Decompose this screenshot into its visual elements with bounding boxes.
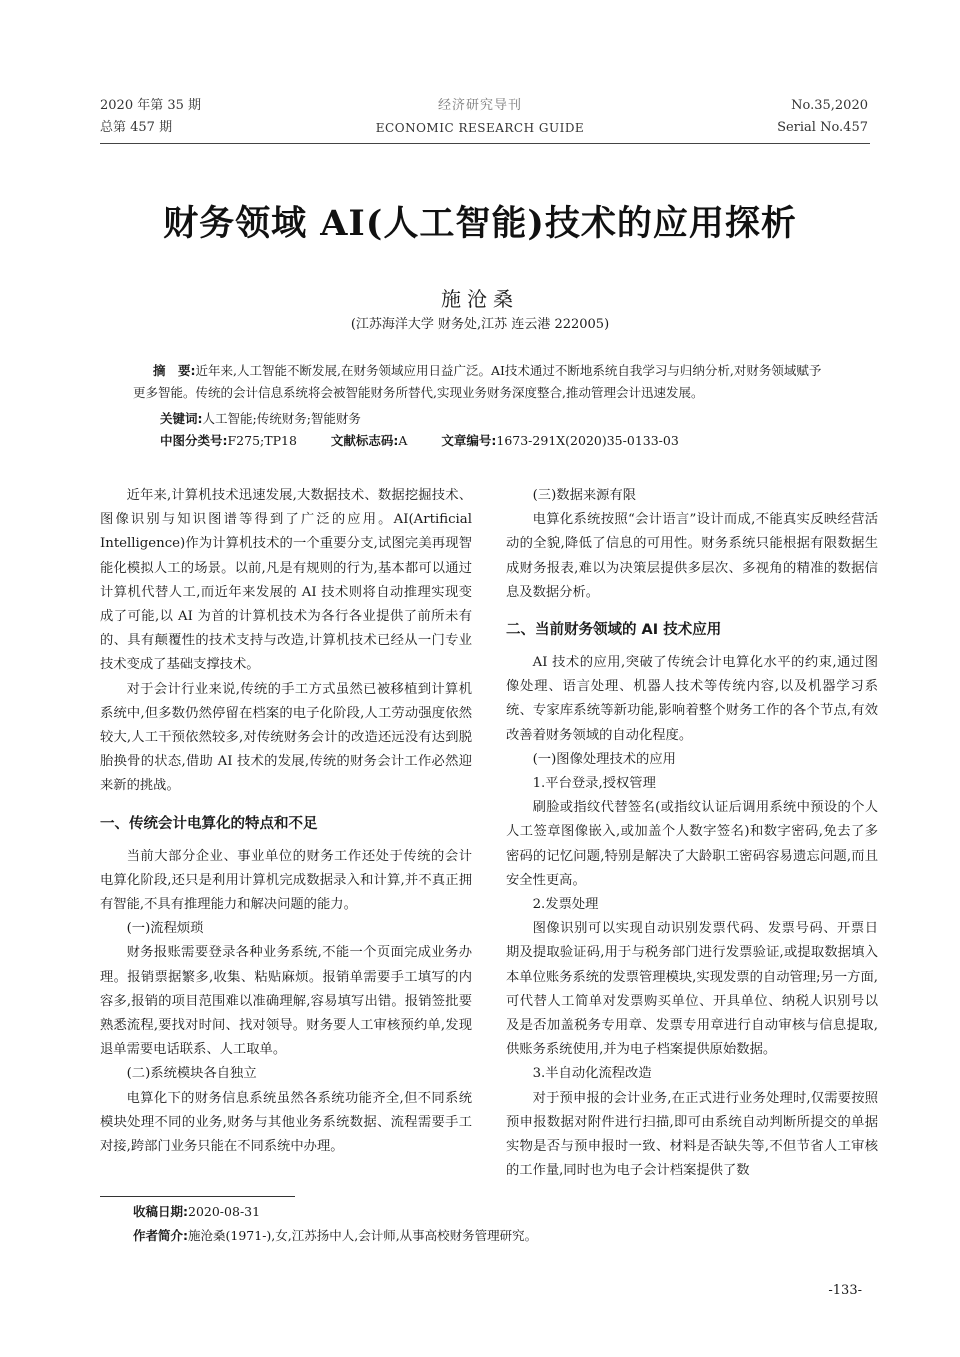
section-heading-2: 二、当前财务领域的 AI 技术应用 <box>506 622 722 639</box>
classification-line <box>160 430 860 452</box>
author-affiliation: (江苏海洋大学 财务处,江苏 连云港 222005) <box>350 317 610 332</box>
paragraph: 电算化下的财务信息系统虽然各系统功能齐全,但不同系统模块处理不同的业务,财务与其他业务系统数据、流程需要手工对接,跨部门业务只能在不同系统中办理。 <box>100 1090 472 1155</box>
paragraph: 近年来,计算机技术迅速发展,大数据技术、数据挖掘技术、图像识别与知识图谱等得到了广泛的应用。AI(Artificial Intelligence)作为计算机技术的一个重要分支,试图完美再现智能化模拟人工的场景。以前,凡是有规则的行为,基本都可以通过计算机代替人工,而近年来发展的 AI 技术则将自动推理实现变成了可能,以 AI 为首的计算机技术为各行各业提供了前所未有的、具有颠覆性的技术支持与改造,计算机技术已经从一门专业技术变成了基础支撑技术。 <box>100 488 472 673</box>
author-name: 施沧桑 <box>441 287 519 311</box>
serial-number-en: Serial No.457 <box>777 120 868 135</box>
abstract-text: 近年来,人工智能不断发展,在财务领域应用日益广泛。AI技术通过不断地系统自我学习与归纳分析,对财务领域赋予更多智能。传统的会计信息系统将会被智能财务所替代,实现业务财务深度整合,推动管理会计迅速发展。 <box>133 363 822 400</box>
paragraph: 财务报账需要登录各种业务系统,不能一个页面完成业务办理。报销票据繁多,收集、粘贴麻烦。报销单需要手工填写的内容多,报销的项目范围难以准确理解,容易填写出错。报销签批要熟悉流程,要找对时间、找对领导。财务要人工审核预约单,发现退单需要电话联系、人工取单。 <box>100 945 472 1058</box>
bio-label: 作者简介: <box>133 1228 188 1243</box>
keywords-text: 人工智能;传统财务;智能财务 <box>202 411 361 426</box>
article-number-label: 文章编号: <box>441 433 497 448</box>
doc-code-value: A <box>398 433 408 448</box>
received-label: 收稿日期: <box>133 1204 188 1219</box>
subsection-heading: (三)数据来源有限 <box>532 488 637 503</box>
author-bio <box>133 1226 537 1246</box>
received-value: 2020-08-31 <box>188 1204 261 1219</box>
issue-number: 2020 年第 35 期 <box>100 98 202 113</box>
keywords-label: 关键词: <box>160 411 203 426</box>
journal-name-en: ECONOMIC RESEARCH GUIDE <box>375 121 585 135</box>
paragraph: 图像识别可以实现自动识别发票代码、发票号码、开票日期及提取验证码,用于与税务部门进行发票验证,或提取数据填入本单位账务系统的发票管理模块,实现发票的自动管理;另一方面,可代替人工简单对发票购买单位、开具单位、纳税人识别号以及是否加盖税务专用章、发票专用章进行自动审核与信息提取,供账务系统使用,并为电子档案提供原始数据。 <box>506 921 878 1058</box>
subsection-heading: (一)流程烦琐 <box>126 921 204 937</box>
paragraph: 刷脸或指纹代替签名(或指纹认证后调用系统中预设的个人人工签章图像嵌入,或加盖个人数字签名)和数字密码,免去了多密码的记忆问题,特别是解决了大龄职工密码容易遗忘问题,而且安全性更高。 <box>506 800 878 888</box>
subsection-heading: (一)图像处理技术的应用 <box>532 751 676 767</box>
journal-name-cn: 经济研究导刊 <box>437 98 522 113</box>
clc-value: F275;TP18 <box>227 433 297 448</box>
right-column <box>506 484 878 1183</box>
clc-label: 中图分类号: <box>160 433 228 448</box>
subsubsection-heading: 2.发票处理 <box>532 897 599 913</box>
issue-number-en: No.35,2020 <box>791 98 868 113</box>
doc-code-label: 文献标志码: <box>330 433 399 448</box>
article-title: 财务领域 AI(人工智能)技术的应用探析 <box>163 203 797 244</box>
page-number: -133- <box>828 1283 862 1298</box>
subsection-heading: (二)系统模块各自独立 <box>126 1066 257 1082</box>
paragraph: 电算化系统按照“会计语言”设计而成,不能真实反映经营活动的全貌,降低了信息的可用性。财务系统只能根据有限数据生成财务报表,难以为决策层提供多层次、多视角的精准的数据信息及数据分析。 <box>506 512 878 600</box>
footnote-rule <box>100 1196 295 1197</box>
paragraph: 对于预申报的会计业务,在正式进行业务处理时,仅需要按照预申报数据对附件进行扫描,即可由系统自动判断所提交的单据实物是否与预申报时一致、材料是否缺失等,不但节省人工审核的工作量,同时也为电子会计档案提供了数 <box>506 1090 878 1179</box>
header-rule <box>100 143 870 144</box>
bio-text: 施沧桑(1971-),女,江苏扬中人,会计师,从事高校财务管理研究。 <box>188 1228 538 1243</box>
subsubsection-heading: 1.平台登录,授权管理 <box>532 776 656 792</box>
article-number-value: 1673-291X(2020)35-0133-03 <box>496 433 679 448</box>
serial-total: 总第 457 期 <box>100 120 173 135</box>
left-column <box>100 484 472 1159</box>
section-heading-1: 一、传统会计电算化的特点和不足 <box>100 815 318 832</box>
received-date <box>133 1202 260 1222</box>
paragraph: 对于会计行业来说,传统的手工方式虽然已被移植到计算机系统中,但多数仍然停留在档案的电子化阶段,人工劳动强度依然较大,人工干预依然较多,对传统财务会计的改造还远没有达到脱胎换骨的状态,借助 AI 技术的发展,传统的财务会计工作必然迎来新的挑战。 <box>100 681 472 794</box>
abstract-label: 摘 要: <box>153 363 196 378</box>
keywords <box>160 408 860 430</box>
paragraph: 当前大部分企业、事业单位的财务工作还处于传统的会计电算化阶段,还只是利用计算机完成数据录入和计算,并不真正拥有智能,不具有推理能力和解决问题的能力。 <box>100 848 472 913</box>
abstract <box>133 360 833 404</box>
subsubsection-heading: 3.半自动化流程改造 <box>532 1066 652 1082</box>
paragraph: AI 技术的应用,突破了传统会计电算化水平的约束,通过图像处理、语言处理、机器人技术等传统内容,以及机器学习系统、专家库系统等新功能,影响着整个财务工作的各个节点,有效改善着财务领域的自动化程度。 <box>506 655 878 743</box>
